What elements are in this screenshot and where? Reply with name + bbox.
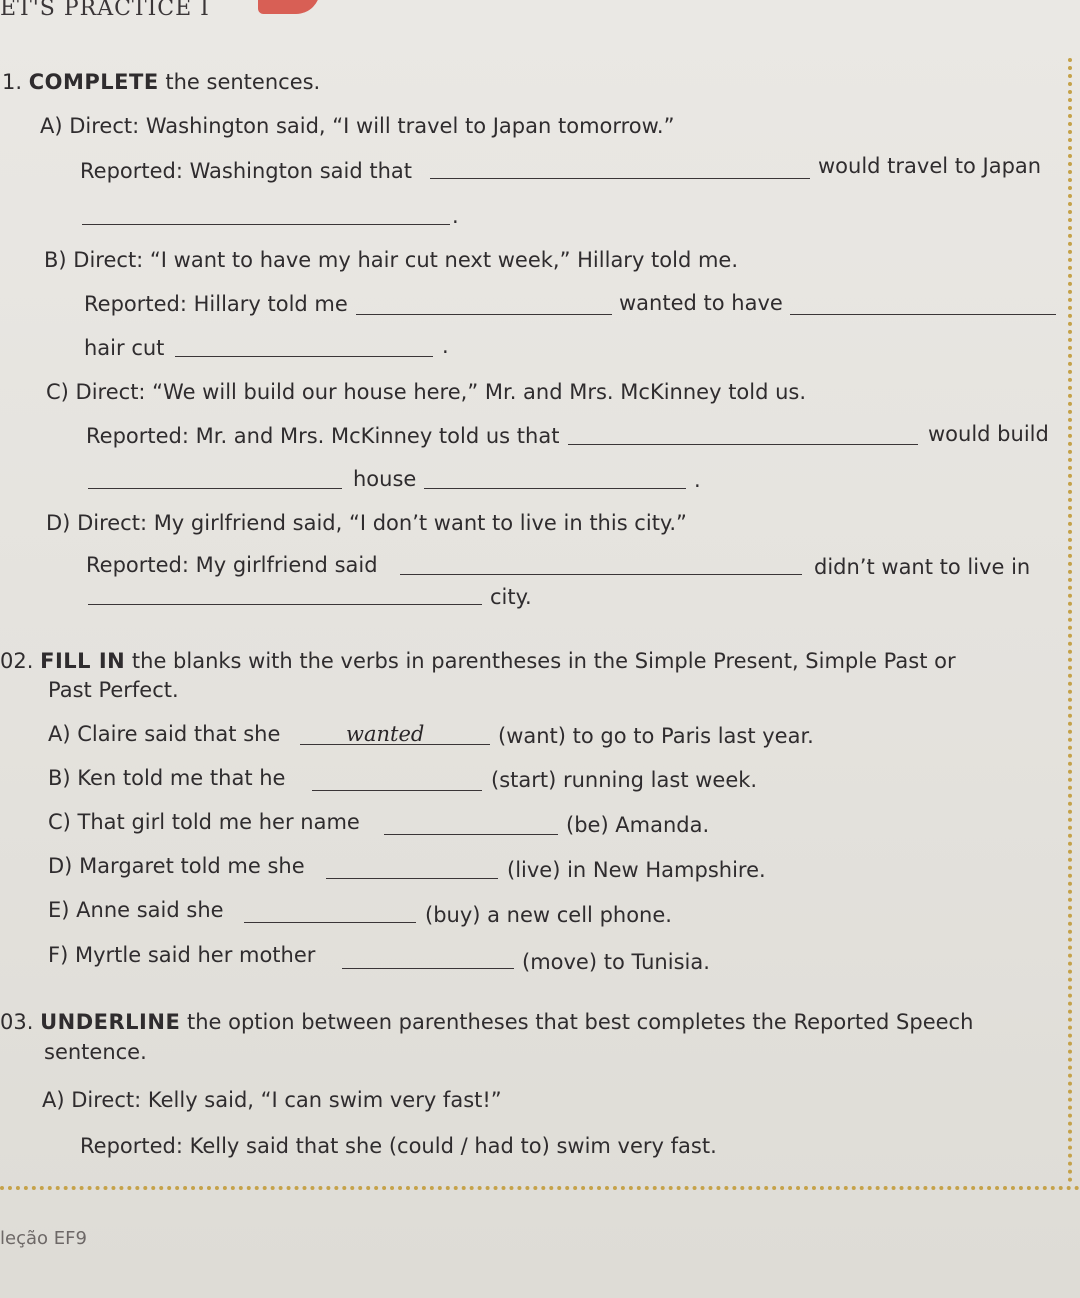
exercise-keyword: COMPLETE	[28, 70, 159, 94]
item-2c	[48, 810, 360, 834]
item-verb-hint: (start) running last week.	[491, 768, 758, 792]
direct-sentence: Direct: “We will build our house here,” Mr. and Mrs. McKinney told us.	[75, 380, 807, 404]
answer-blank[interactable]	[82, 206, 450, 225]
answer-blank[interactable]	[430, 160, 810, 179]
reported-start: Reported: Washington said that	[80, 159, 412, 183]
answer-blank[interactable]	[400, 556, 802, 575]
exercise-2-title	[0, 649, 956, 673]
item-2b	[48, 766, 285, 790]
exercise-instruction: the sentences.	[165, 70, 321, 94]
item-text: Myrtle said her mother	[74, 943, 316, 967]
exercise-number: 1.	[2, 70, 23, 94]
answer-blank[interactable]	[326, 860, 498, 879]
item-2f	[48, 943, 315, 967]
item-letter: B)	[44, 248, 67, 272]
answer-blank[interactable]	[568, 426, 918, 445]
answer-blank[interactable]	[342, 950, 514, 969]
item-1b-direct	[44, 248, 738, 272]
dotted-border-bottom	[0, 1186, 1080, 1190]
item-letter: A)	[48, 722, 71, 746]
exercise-keyword: UNDERLINE	[40, 1010, 181, 1034]
item-verb-hint: (be) Amanda.	[566, 813, 710, 837]
direct-sentence: Direct: “I want to have my hair cut next week,” Hillary told me.	[73, 248, 739, 272]
answer-blank[interactable]	[424, 470, 686, 489]
footer-label: leção EF9	[0, 1228, 87, 1249]
direct-sentence: Direct: Kelly said, “I can swim very fast!”	[71, 1088, 502, 1112]
reported-sentence[interactable]: Reported: Kelly said that she (could / had to) swim very fast.	[80, 1134, 717, 1158]
item-letter: C)	[46, 380, 69, 404]
item-verb-hint: (buy) a new cell phone.	[425, 903, 672, 927]
item-text: Margaret told me she	[79, 854, 305, 878]
dotted-border-right	[1068, 58, 1072, 1183]
reported-start: Reported: Mr. and Mrs. McKinney told us that	[86, 424, 560, 448]
reported-mid: would build	[928, 422, 1049, 446]
item-letter: E)	[48, 898, 70, 922]
exercise-1-title	[2, 70, 320, 94]
item-verb-hint: (live) in New Hampshire.	[507, 858, 766, 882]
exercise-instruction-cont: sentence.	[44, 1040, 147, 1064]
item-text: Anne said she	[76, 898, 224, 922]
answer-blank[interactable]	[244, 904, 416, 923]
reported-mid: wanted to have	[619, 291, 783, 315]
answer-blank[interactable]	[356, 296, 612, 315]
reported-cont: hair cut	[84, 336, 165, 360]
reported-end: .	[694, 468, 701, 492]
item-letter: B)	[48, 766, 71, 790]
header-flag-icon	[258, 0, 320, 14]
exercise-instruction: the blanks with the verbs in parentheses in the Simple Present, Simple Past or	[131, 649, 956, 673]
reported-end: .	[442, 334, 449, 358]
reported-end: city.	[490, 585, 532, 609]
exercise-keyword: FILL IN	[40, 649, 126, 673]
item-text: Claire said that she	[77, 722, 281, 746]
answer-blank[interactable]	[312, 772, 482, 791]
item-text: Ken told me that he	[77, 766, 286, 790]
answer-blank[interactable]	[384, 816, 558, 835]
reported-start: Reported: Hillary told me	[84, 292, 348, 316]
exercise-3-title	[0, 1010, 973, 1034]
item-letter: C)	[48, 810, 71, 834]
item-3a-direct	[42, 1088, 502, 1112]
handwritten-answer: wanted	[346, 722, 425, 746]
reported-mid: didn’t want to live in	[814, 555, 1031, 579]
item-1d-direct	[46, 511, 687, 535]
item-2a	[48, 722, 280, 746]
item-letter: D)	[48, 854, 73, 878]
answer-blank[interactable]	[790, 296, 1056, 315]
item-verb-hint: (move) to Tunisia.	[522, 950, 710, 974]
item-verb-hint: (want) to go to Paris last year.	[498, 724, 814, 748]
item-letter: A)	[40, 114, 63, 138]
answer-blank[interactable]	[175, 338, 433, 357]
answer-blank[interactable]	[88, 470, 342, 489]
exercise-number: 02.	[0, 649, 34, 673]
reported-start: Reported: My girlfriend said	[86, 553, 378, 577]
item-2e	[48, 898, 224, 922]
reported-end: .	[452, 204, 459, 228]
item-1c-direct	[46, 380, 806, 404]
answer-blank[interactable]	[88, 586, 482, 605]
item-letter: F)	[48, 943, 69, 967]
item-1a-direct	[40, 114, 674, 138]
item-letter: D)	[46, 511, 71, 535]
exercise-instruction-cont: Past Perfect.	[48, 678, 179, 702]
item-letter: A)	[42, 1088, 65, 1112]
item-2d	[48, 854, 305, 878]
direct-sentence: Direct: My girlfriend said, “I don’t want to live in this city.”	[77, 511, 687, 535]
direct-sentence: Direct: Washington said, “I will travel to Japan tomorrow.”	[69, 114, 675, 138]
section-header: ET'S PRACTICE I	[0, 0, 210, 21]
item-text: That girl told me her name	[77, 810, 360, 834]
reported-mid: would travel to Japan	[818, 154, 1042, 178]
exercise-number: 03.	[0, 1010, 34, 1034]
reported-cont: house	[353, 467, 417, 491]
exercise-instruction: the option between parentheses that best completes the Reported Speech	[186, 1010, 974, 1034]
